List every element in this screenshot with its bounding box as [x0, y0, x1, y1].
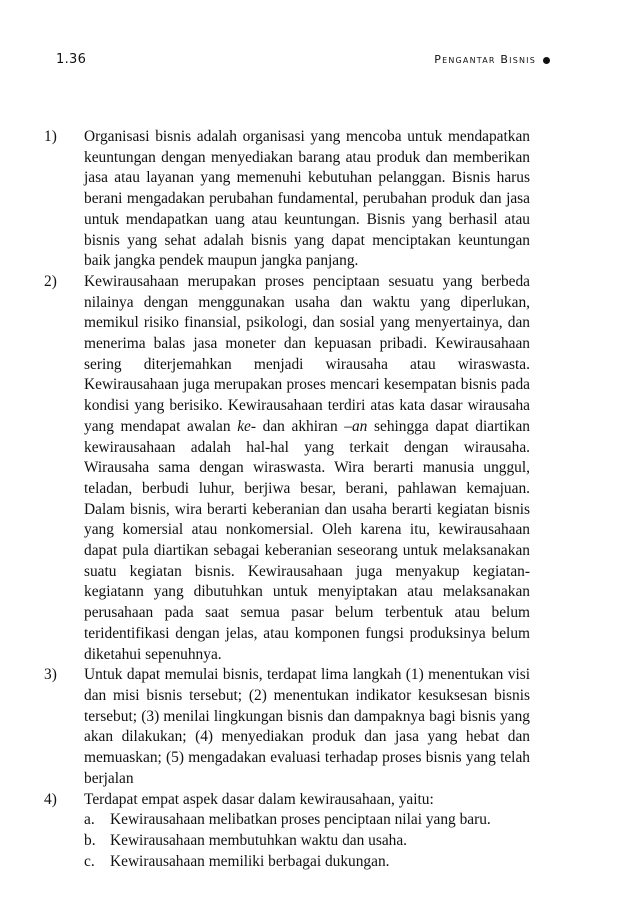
- text-segment: dan akhiran: [256, 417, 345, 435]
- page-number: 1.36: [56, 52, 87, 67]
- italic-prefix: ke-: [237, 417, 257, 435]
- bullet-icon: [543, 57, 550, 64]
- sub-item-letter: b.: [84, 831, 96, 849]
- list-item-4: [44, 790, 530, 873]
- list-item-3: [44, 665, 530, 789]
- list-item-2: [44, 272, 530, 665]
- sub-item-b: [84, 831, 530, 852]
- sub-item-letter: a.: [84, 811, 95, 829]
- item-text: Organisasi bisnis adalah organisasi yang mencoba untuk mendapatkan keuntungan dengan menyediakan barang atau produk dan memberikan jasa atau layanan yang memenuhi kebutuhan pelanggan. Bisnis harus berani mengadakan perubahan fundamental, perubahan produk dan jasa untuk mendapatkan uang atau keuntungan. Bisnis yang berhasil atau bisnis yang sehat adalah bisnis yang dapat menciptakan keuntungan baik jangka pendek maupun jangka panjang.: [84, 128, 530, 270]
- item-number: 2): [44, 272, 57, 290]
- item-text: [84, 272, 530, 665]
- item-text: Terdapat empat aspek dasar dalam kewirausahaan, yaitu:: [84, 790, 434, 808]
- item-number: 1): [44, 128, 57, 145]
- item-number: 3): [44, 666, 57, 684]
- sub-item-text: Kewirausahaan melibatkan proses penciptaan nilai yang baru.: [110, 811, 491, 829]
- sub-item-c: [84, 852, 530, 873]
- text-segment: sehingga dapat diartikan kewirausahaan adalah hal-hal yang terkait dengan wirausaha. Wirausaha sama dengan wiraswasta. Wira berarti manusia unggul, teladan, berbudi luhur, berjiwa besar, berani, pahlawan kemajuan. Dalam bisnis, wira berarti keberanian dan usaha berarti kegiatan bisnis yang komersial atau nonkomersial. Oleh karena itu, kewirausahaan dapat pula diartikan sebagai keberanian seseorang untuk melaksanakan suatu kegiatan bisnis. Kewirausahaan juga menyakup kegiatan-kegiatann yang dibutuhkan untuk menyiptakan atau melaksanakan perusahaan pada saat semua pasar belum terbentuk atau belum teridentifikasi dengan jelas, atau komponen fungsi produksinya belum diketahui sepenuhnya.: [84, 417, 530, 663]
- running-title: Pengantar Bisnis: [434, 53, 536, 66]
- sub-item-text: Kewirausahaan memiliki berbagai dukungan.: [110, 852, 390, 870]
- item-number: 4): [44, 790, 57, 808]
- page-header: [56, 52, 550, 72]
- sub-item-letter: c.: [84, 852, 95, 870]
- item-text: Untuk dapat memulai bisnis, terdapat lima langkah (1) menentukan visi dan misi bisnis tersebut; (2) menentukan indikator kesuksesan bisnis tersebut; (3) menilai lingkungan bisnis dan dampaknya bagi bisnis yang akan dilakukan; (4) menyediakan produk dan jasa yang hebat dan memuaskan; (5) mengadakan evaluasi terhadap proses bisnis yang telah berjalan: [84, 666, 530, 787]
- list-item-1: [44, 127, 530, 272]
- numbered-list: [44, 127, 530, 872]
- sub-item-text: Kewirausahaan membutuhkan waktu dan usaha.: [110, 831, 408, 849]
- italic-suffix: –an: [344, 417, 368, 435]
- sub-item-a: [84, 810, 530, 831]
- text-segment: Kewirausahaan merupakan proses penciptaan sesuatu yang berbeda nilainya dengan menggunakan usaha dan waktu yang diperlukan, memikul risiko finansial, psikologi, dan sosial yang menyertainya, dan menerima balas jasa moneter dan kepuasan pribadi. Kewirausahaan sering diterjemahkan menjadi wirausaha atau wiraswasta. Kewirausahaan juga merupakan proses mencari kesempatan bisnis pada kondisi yang berisiko. Kewirausahaan terdiri atas kata dasar wirausaha yang mendapat awalan: [84, 272, 530, 435]
